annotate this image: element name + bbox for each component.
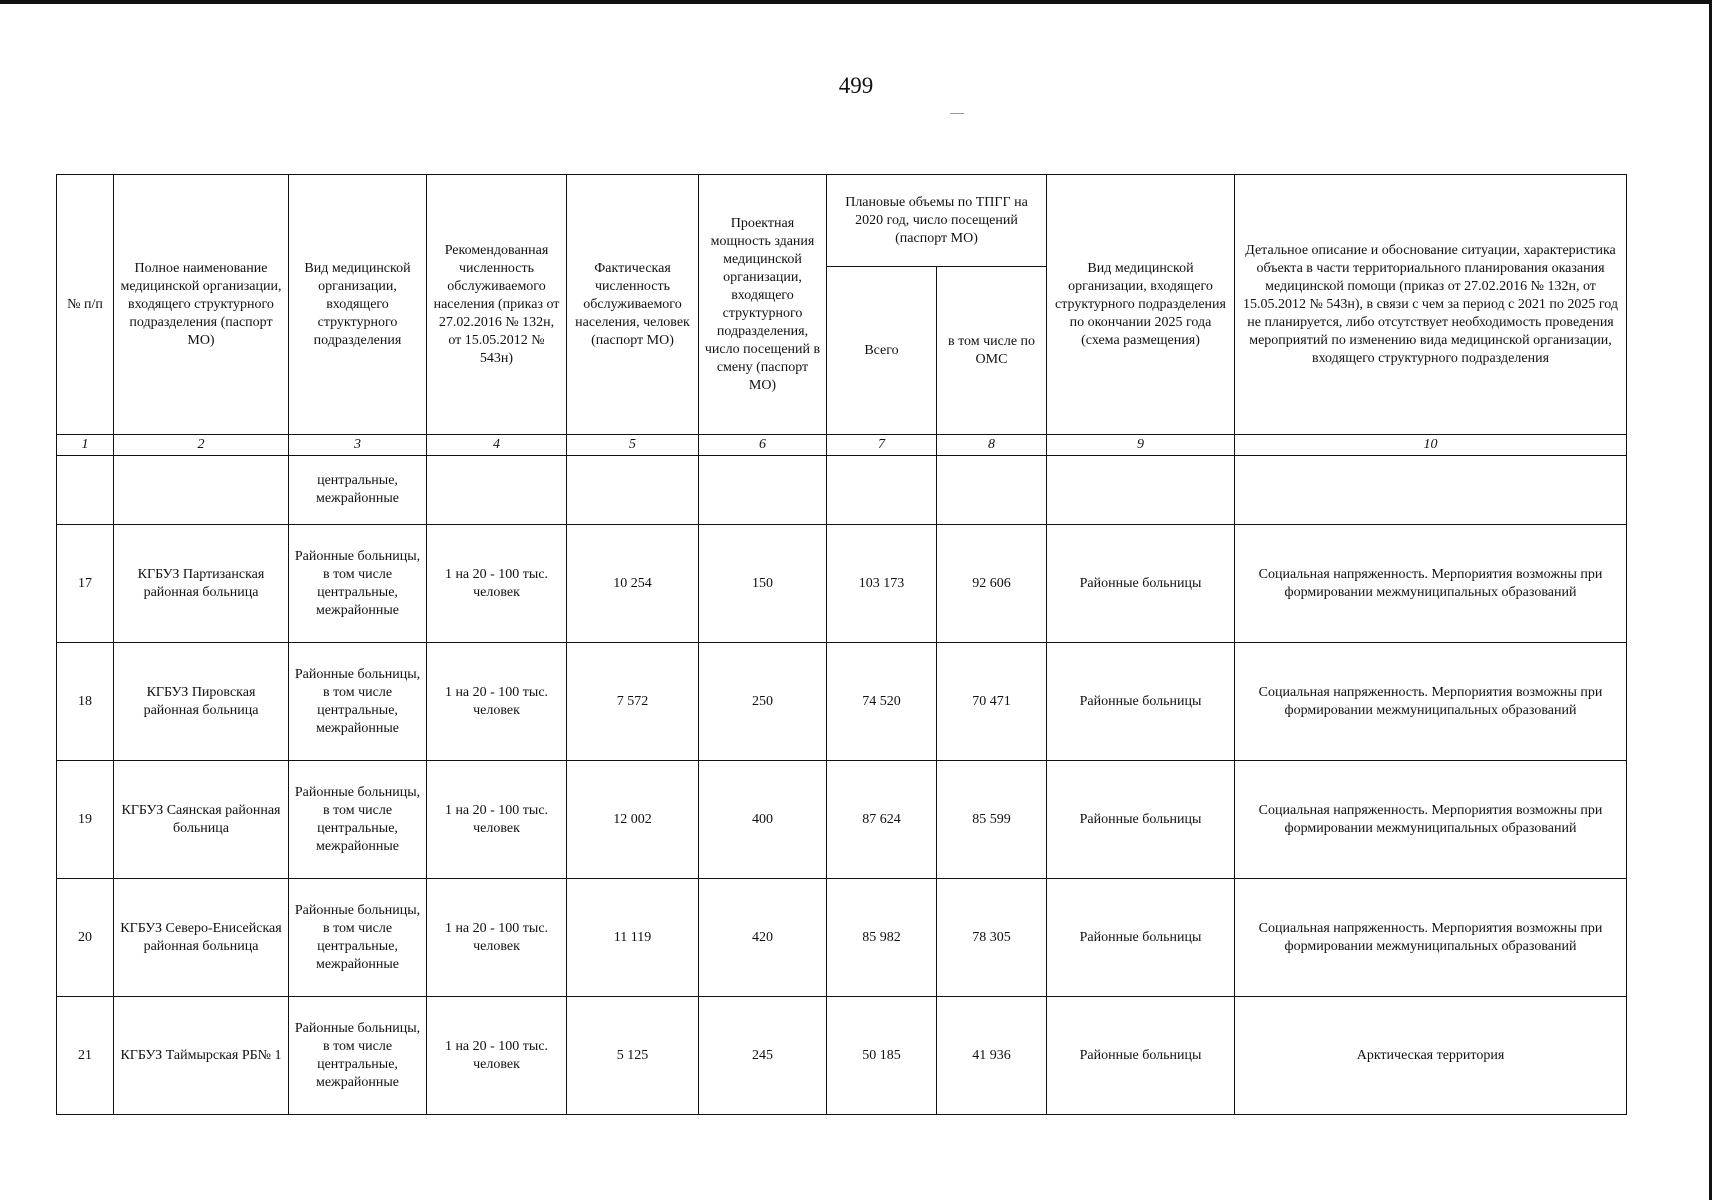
cell-type: центральные, межрайонные	[289, 456, 427, 525]
cell-description	[1235, 456, 1627, 525]
header-actual: Фактическая численность обслуживаемого населения, человек (паспорт МО)	[567, 175, 699, 435]
cell-type: Районные больницы, в том числе центральные, межрайонные	[289, 879, 427, 997]
cell-num: 19	[57, 761, 114, 879]
cell-total: 103 173	[827, 525, 937, 643]
cell-recommended: 1 на 20 - 100 тыс. человек	[427, 643, 567, 761]
cell-actual	[567, 456, 699, 525]
cell-name: КГБУЗ Саянская районная больница	[114, 761, 289, 879]
table-row	[57, 997, 1627, 1115]
cell-oms: 92 606	[937, 525, 1047, 643]
top-border-line	[0, 0, 1712, 4]
cell-capacity: 250	[699, 643, 827, 761]
cell-recommended: 1 на 20 - 100 тыс. человек	[427, 525, 567, 643]
column-number: 10	[1235, 435, 1627, 456]
cell-recommended	[427, 456, 567, 525]
cell-type-2025: Районные больницы	[1047, 525, 1235, 643]
cell-total: 74 520	[827, 643, 937, 761]
cell-recommended: 1 на 20 - 100 тыс. человек	[427, 997, 567, 1115]
header-planned-volumes: Плановые объемы по ТПГГ на 2020 год, число посещений (паспорт МО)	[827, 175, 1047, 267]
cell-description: Социальная напряженность. Мерпориятия возможны при формировании межмуниципальных образований	[1235, 761, 1627, 879]
header-type: Вид медицинской организации, входящего структурного подразделения	[289, 175, 427, 435]
cell-name: КГБУЗ Северо-Енисейская районная больница	[114, 879, 289, 997]
header-name: Полное наименование медицинской организации, входящего структурного подразделения (паспорт МО)	[114, 175, 289, 435]
column-number: 3	[289, 435, 427, 456]
cell-oms: 78 305	[937, 879, 1047, 997]
cell-capacity	[699, 456, 827, 525]
header-num: № п/п	[57, 175, 114, 435]
cell-num: 18	[57, 643, 114, 761]
table-row	[57, 761, 1627, 879]
cell-capacity: 420	[699, 879, 827, 997]
header-total: Всего	[827, 267, 937, 435]
hospital-table	[56, 174, 1627, 1115]
column-number-row	[57, 435, 1627, 456]
cell-name: КГБУЗ Таймырская РБ№ 1	[114, 997, 289, 1115]
continuation-row	[57, 456, 1627, 525]
cell-type-2025: Районные больницы	[1047, 879, 1235, 997]
column-number: 9	[1047, 435, 1235, 456]
cell-num: 21	[57, 997, 114, 1115]
cell-description: Арктическая территория	[1235, 997, 1627, 1115]
cell-description: Социальная напряженность. Мерпориятия возможны при формировании межмуниципальных образований	[1235, 525, 1627, 643]
cell-name	[114, 456, 289, 525]
cell-oms: 41 936	[937, 997, 1047, 1115]
cell-type: Районные больницы, в том числе центральные, межрайонные	[289, 761, 427, 879]
cell-type: Районные больницы, в том числе центральные, межрайонные	[289, 643, 427, 761]
column-number: 6	[699, 435, 827, 456]
column-number: 7	[827, 435, 937, 456]
column-number: 5	[567, 435, 699, 456]
cell-total	[827, 456, 937, 525]
cell-name: КГБУЗ Партизанская районная больница	[114, 525, 289, 643]
header-row-top	[57, 175, 1627, 267]
cell-type: Районные больницы, в том числе центральные, межрайонные	[289, 997, 427, 1115]
cell-capacity: 150	[699, 525, 827, 643]
table-row	[57, 879, 1627, 997]
cell-oms: 70 471	[937, 643, 1047, 761]
cell-capacity: 400	[699, 761, 827, 879]
header-type-2025: Вид медицинской организации, входящего структурного подразделения по окончании 2025 года (схема размещения)	[1047, 175, 1235, 435]
cell-oms	[937, 456, 1047, 525]
cell-actual: 5 125	[567, 997, 699, 1115]
column-number: 1	[57, 435, 114, 456]
cell-type-2025	[1047, 456, 1235, 525]
header-oms: в том числе по ОМС	[937, 267, 1047, 435]
cell-description: Социальная напряженность. Мерпориятия возможны при формировании межмуниципальных образований	[1235, 879, 1627, 997]
cell-type-2025: Районные больницы	[1047, 643, 1235, 761]
cell-total: 50 185	[827, 997, 937, 1115]
cell-name: КГБУЗ Пировская районная больница	[114, 643, 289, 761]
cell-type: Районные больницы, в том числе центральные, межрайонные	[289, 525, 427, 643]
cell-num	[57, 456, 114, 525]
header-recommended: Рекомендованная численность обслуживаемого населения (приказ от 27.02.2016 № 132н, от 15.05.2012 № 543н)	[427, 175, 567, 435]
cell-actual: 11 119	[567, 879, 699, 997]
cell-recommended: 1 на 20 - 100 тыс. человек	[427, 761, 567, 879]
table-row	[57, 643, 1627, 761]
cell-num: 17	[57, 525, 114, 643]
header-capacity: Проектная мощность здания медицинской организации, входящего структурного подразделения, число посещений в смену (паспорт МО)	[699, 175, 827, 435]
cell-total: 87 624	[827, 761, 937, 879]
cell-num: 20	[57, 879, 114, 997]
table-row	[57, 525, 1627, 643]
scan-artifact	[950, 113, 964, 114]
cell-recommended: 1 на 20 - 100 тыс. человек	[427, 879, 567, 997]
header-description: Детальное описание и обоснование ситуации, характеристика объекта в части территориального планирования оказания медицинской помощи (приказ от 27.02.2016 № 132н, от 15.05.2012 № 543н), в связи с чем за период с 2021 по 2025 год не планируется, либо отсутствует необходимость проведения мероприятий по изменению вида медицинской организации, входящего структурного подразделения	[1235, 175, 1627, 435]
page-number: 499	[838, 73, 874, 98]
cell-actual: 10 254	[567, 525, 699, 643]
column-number: 4	[427, 435, 567, 456]
column-number: 8	[937, 435, 1047, 456]
cell-type-2025: Районные больницы	[1047, 997, 1235, 1115]
column-number: 2	[114, 435, 289, 456]
cell-oms: 85 599	[937, 761, 1047, 879]
cell-actual: 7 572	[567, 643, 699, 761]
cell-type-2025: Районные больницы	[1047, 761, 1235, 879]
cell-total: 85 982	[827, 879, 937, 997]
cell-actual: 12 002	[567, 761, 699, 879]
cell-description: Социальная напряженность. Мерпориятия возможны при формировании межмуниципальных образований	[1235, 643, 1627, 761]
cell-capacity: 245	[699, 997, 827, 1115]
